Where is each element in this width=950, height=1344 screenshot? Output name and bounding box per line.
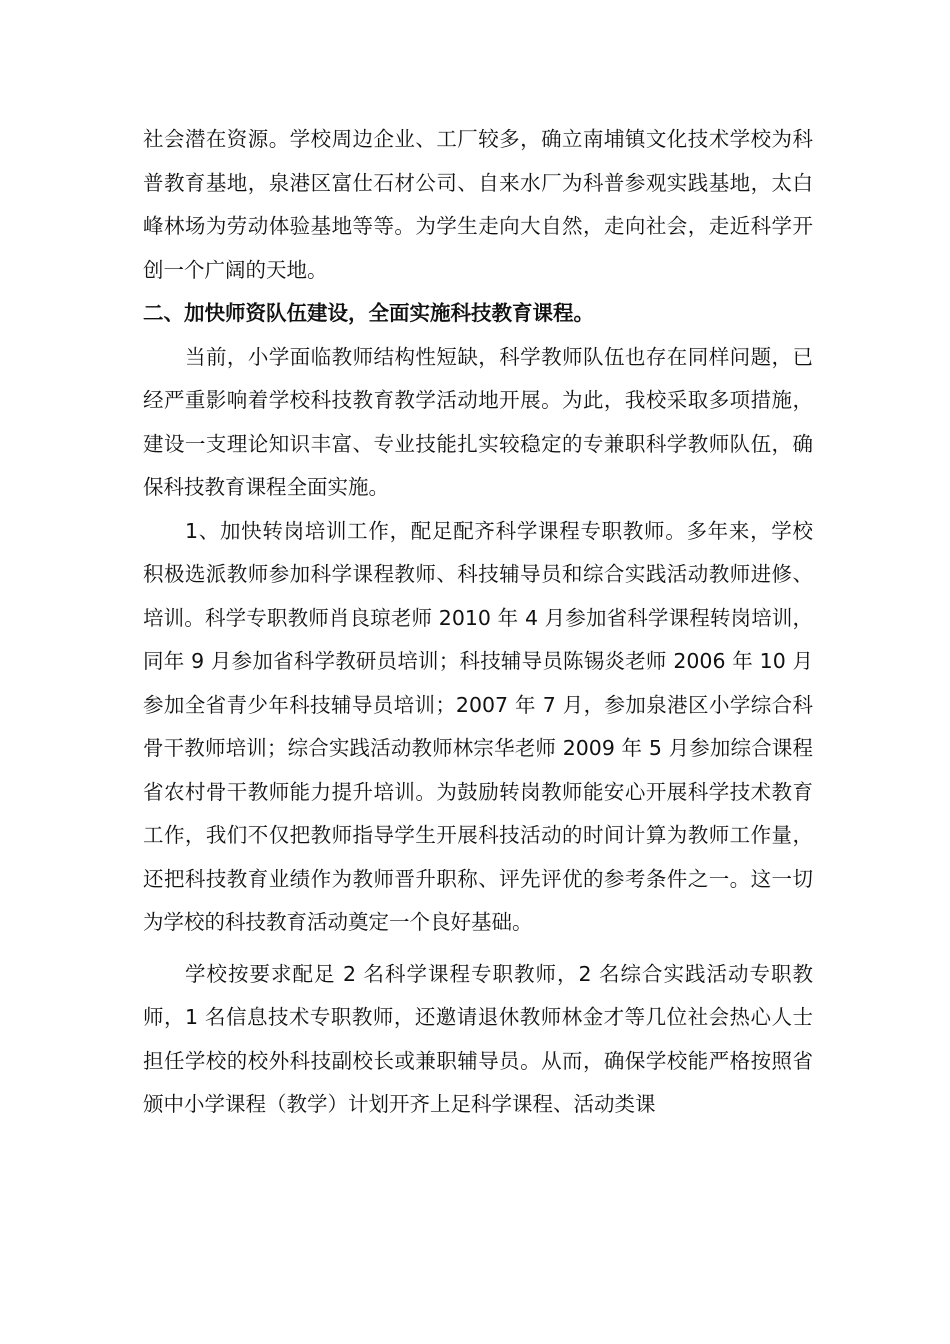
paragraph-teacher-shortage: 当前，小学面临教师结构性短缺，科学教师队伍也存在同样问题，已经严重影响着学校科技教育教学活动地开展。为此，我校采取多项措施，建设一支理论知识丰富、专业技能扎实较稳定的专兼职科学教师队伍，确保科技教育课程全面实施。: [143, 344, 813, 499]
paragraph-gap: [143, 945, 813, 953]
section-heading-2: 二、加快师资队伍建设，全面实施科技教育课程。: [143, 301, 594, 325]
paragraph-staffing: 学校按要求配足 2 名科学课程专职教师，2 名综合实践活动专职教师，1 名信息技术专职教师，还邀请退休教师林金才等几位社会热心人士担任学校的校外科技副校长或兼职辅导员。从而，确保学校能严格按照省颁中小学课程（教学）计划开齐上足科学课程、活动类课: [143, 961, 813, 1116]
paragraph-training: 1、加快转岗培训工作，配足配齐科学课程专职教师。多年来，学校积极选派教师参加科学课程教师、科技辅导员和综合实践活动教师进修、培训。科学专职教师肖良琼老师 2010 年 4 月参加省科学课程转岗培训，同年 9 月参加省科学教研员培训；科技辅导员陈锡炎老师 2006 年 10 月参加全省青少年科技辅导员培训；2007 年 7 月，参加泉港区小学综合科骨干教师培训；综合实践活动教师林宗华老师 2009 年 5 月参加综合课程省农村骨干教师能力提升培训。为鼓励转岗教师能安心开展科学技术教育工作，我们不仅把教师指导学生开展科技活动的时间计算为教师工作量，还把科技教育业绩作为教师晋升职称、评先评优的参考条件之一。这一切为学校的科技教育活动奠定一个良好基础。: [143, 518, 813, 934]
document-page: [143, 118, 813, 1127]
paragraph-resources: 社会潜在资源。学校周边企业、工厂较多，确立南埔镇文化技术学校为科普教育基地，泉港区富仕石材公司、自来水厂为科普参观实践基地，太白峰林场为劳动体验基地等等。为学生走向大自然，走向社会，走近科学开创一个广阔的天地。: [143, 127, 813, 282]
